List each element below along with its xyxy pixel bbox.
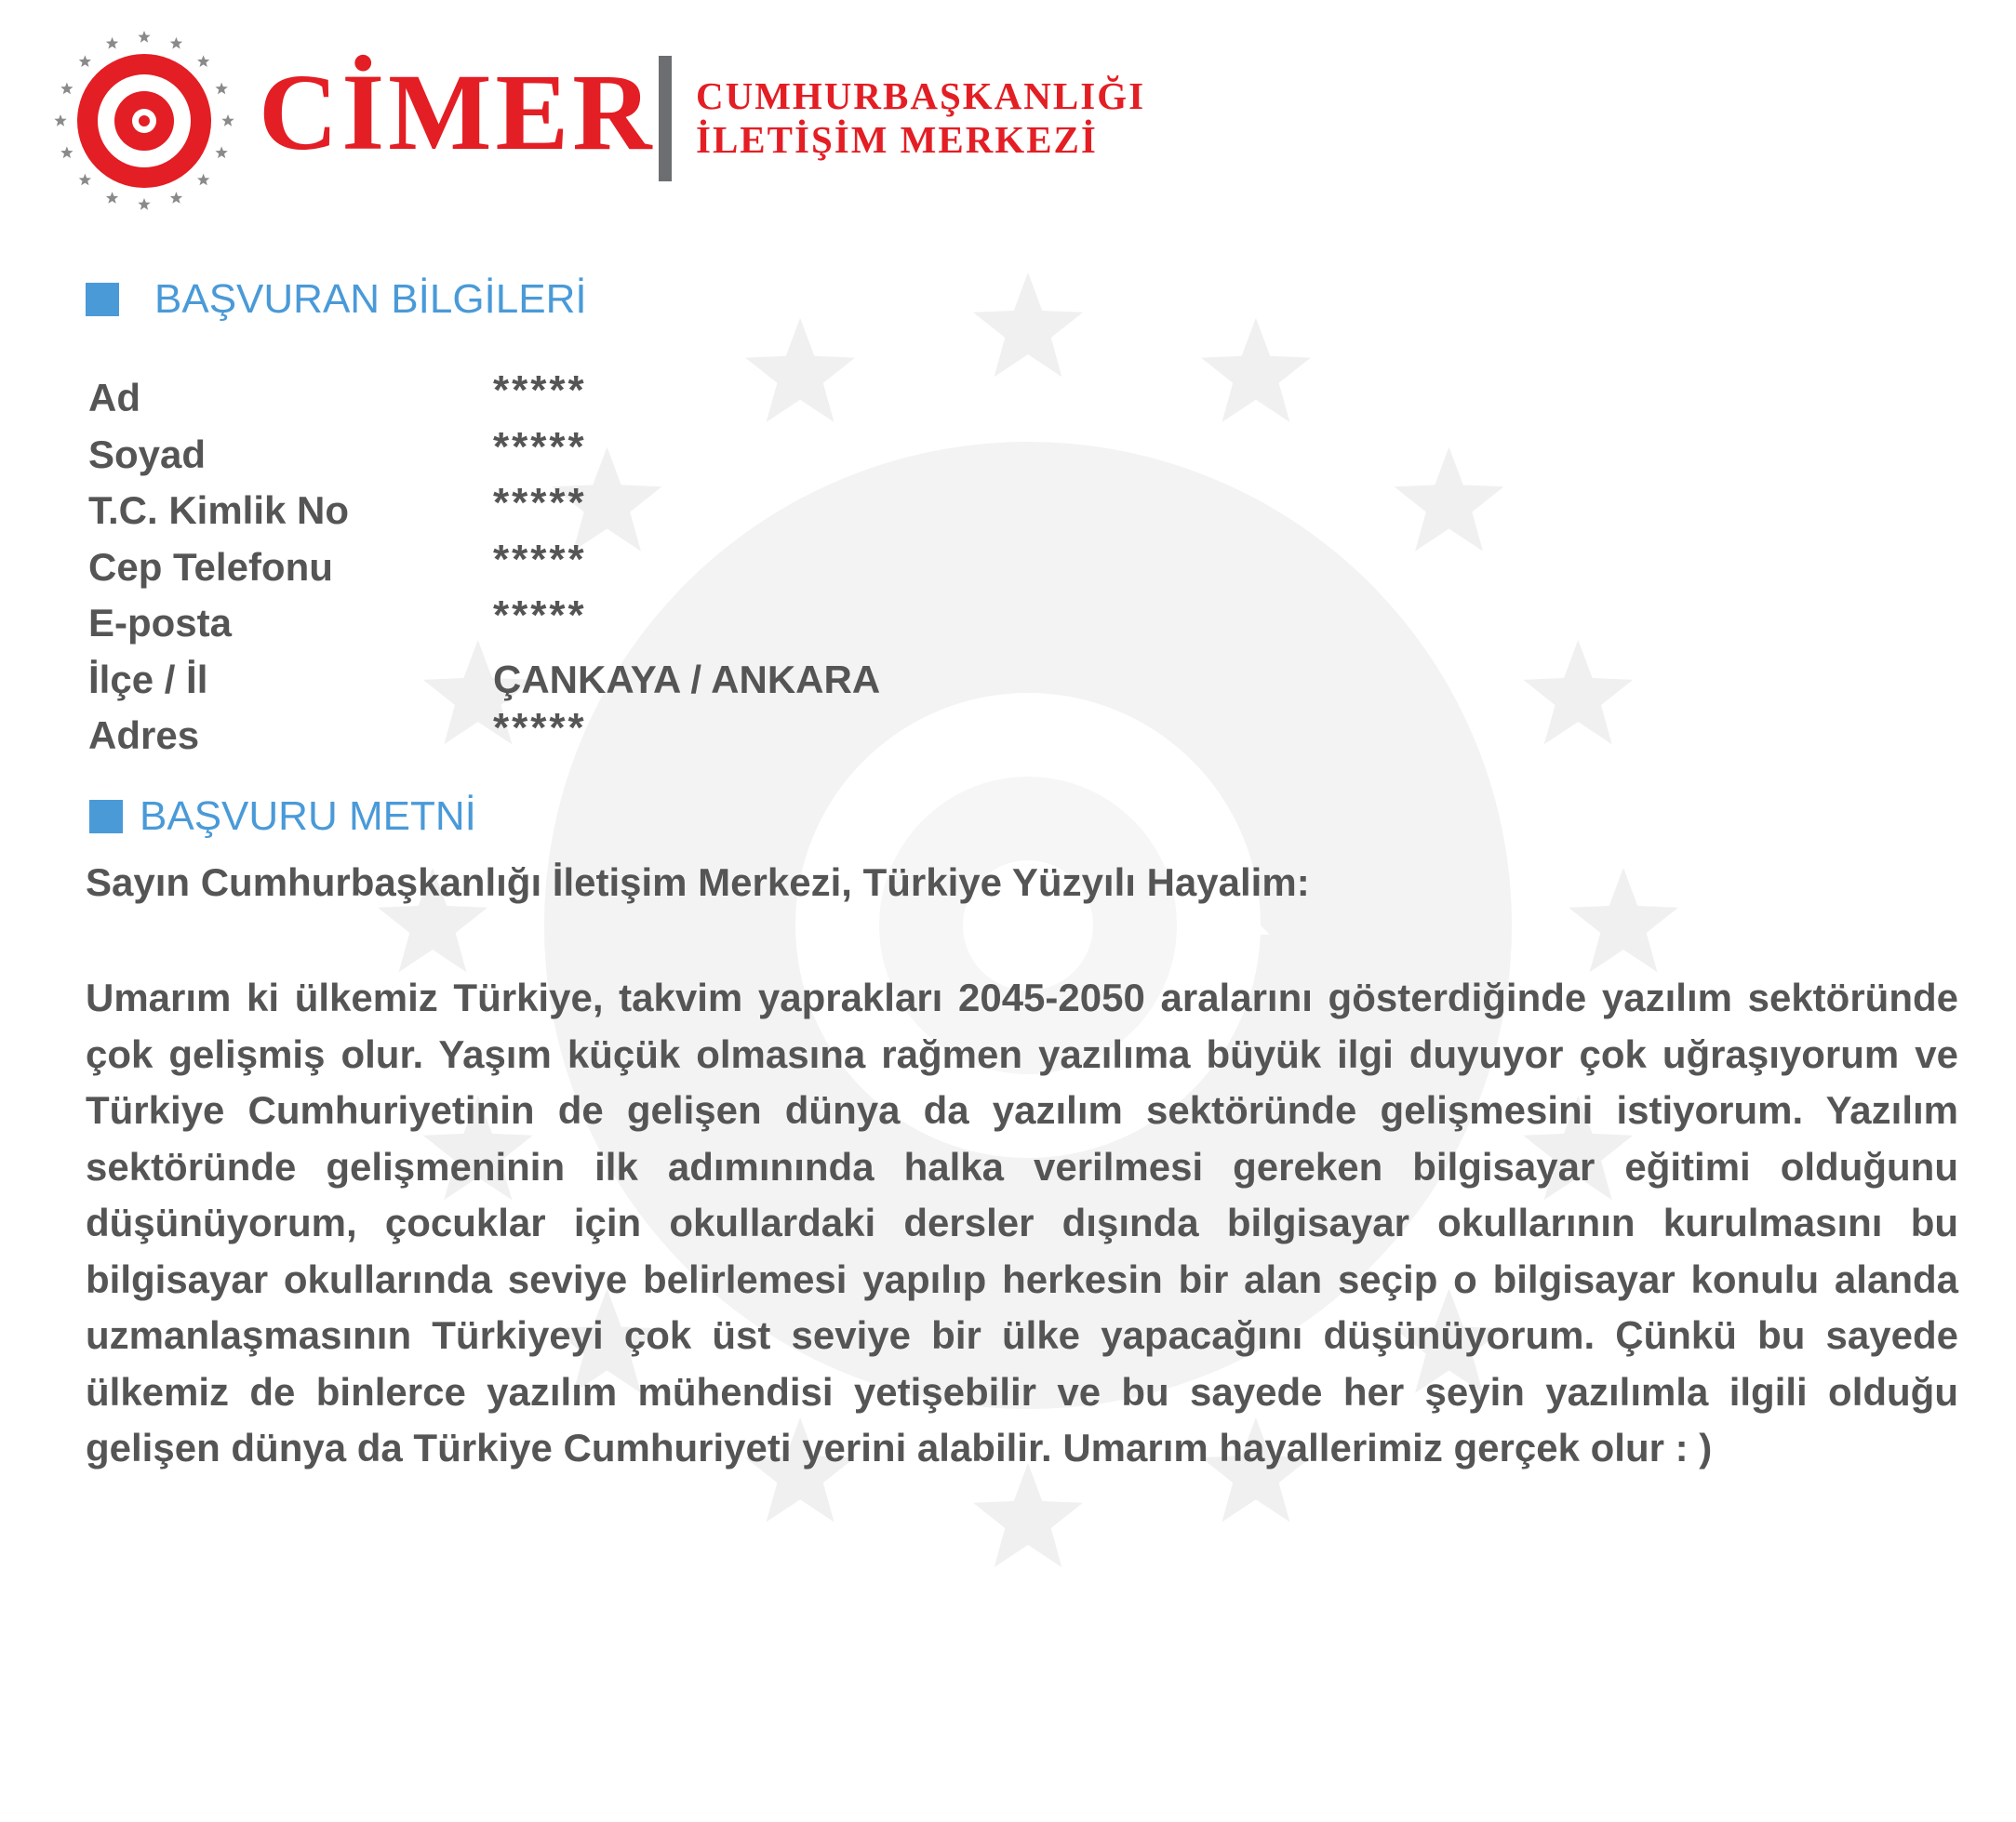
logo-subtitle bbox=[696, 74, 1145, 162]
info-label: Soyad bbox=[88, 432, 207, 476]
application-section-title: BAŞVURU METNİ bbox=[140, 793, 476, 839]
star-icon bbox=[197, 55, 209, 67]
info-row-e-posta bbox=[88, 592, 1019, 652]
info-row-ad bbox=[88, 367, 1019, 427]
logo-divider bbox=[659, 56, 672, 181]
info-value: ***** bbox=[493, 367, 587, 414]
applicant-section-title: BAŞVURAN BİLGİLERİ bbox=[154, 276, 587, 322]
star-icon bbox=[216, 83, 228, 95]
info-label: T.C. Kimlik No bbox=[88, 488, 350, 533]
star-icon bbox=[106, 192, 118, 204]
application-section-header bbox=[89, 793, 476, 840]
info-row-cep-telefonu bbox=[88, 536, 1019, 596]
info-value: ***** bbox=[493, 705, 587, 751]
applicant-section-header bbox=[86, 276, 587, 323]
info-value: ÇANKAYA / ANKARA bbox=[493, 657, 881, 701]
info-row-tc-kimlik bbox=[88, 480, 1019, 539]
info-value: ***** bbox=[493, 592, 587, 639]
info-label: İlçe / İl bbox=[88, 657, 208, 701]
info-label: E-posta bbox=[88, 601, 233, 645]
star-icon bbox=[170, 37, 182, 49]
application-greeting: Sayın Cumhurbaşkanlığı İletişim Merkezi, Türkiye Yüzyılı Hayalim: bbox=[86, 860, 1310, 904]
info-label: Cep Telefonu bbox=[88, 544, 333, 589]
square-marker-icon bbox=[86, 283, 119, 316]
cimer-emblem-icon bbox=[51, 28, 237, 214]
info-value: ***** bbox=[493, 480, 587, 526]
star-icon bbox=[138, 198, 150, 210]
star-icon bbox=[79, 174, 91, 186]
info-value: ***** bbox=[493, 423, 587, 470]
info-row-ilce-il bbox=[88, 652, 1019, 709]
applicant-info-table bbox=[88, 367, 1019, 765]
star-icon bbox=[54, 114, 66, 126]
logo-wordmark: CİMER bbox=[259, 51, 656, 173]
info-value: ***** bbox=[493, 536, 587, 582]
star-icon bbox=[216, 146, 228, 158]
info-row-adres bbox=[88, 705, 1019, 765]
star-icon bbox=[197, 174, 209, 186]
star-icon bbox=[106, 37, 118, 49]
logo-subtitle-line1: CUMHURBAŞKANLIĞI bbox=[696, 74, 1146, 117]
application-body-text: Umarım ki ülkemiz Türkiye, takvim yaprakları 2045-2050 aralarını gösterdiğinde yazılım sektöründe çok gelişmiş olur. Yaşım küçük olmasına rağmen yazılıma büyük ilgi duyuyor çok uğraşıyorum ve Türkiye Cumhuriyetinin de gelişen dünya da yazılım sektöründe gelişmesini istiyorum. Yazılım sektöründe gelişmeninin ilk adımınında halka verilmesi gereken bilgisayar eğitimi olduğunu düşünüyorum, çocuklar için okullardaki dersler dışında bilgisayar okullarının kurulmasını bu bilgisayar okullarında seviye belirlemesi yapılıp herkesin bir alan seçip o bilgisayar konulu alanda uzmanlaşmasının Türkiyeyi çok üst seviye bir ülke yapacağını düşünüyorum. Çünkü bu sayede ülkemiz de binlerce yazılım mühendisi yetişebilir ve bu sayede her şeyin yazılımla ilgili olduğu gelişen dünya da Türkiye Cumhuriyeti yerini alabilir. Umarım hayallerimiz gerçek olur : ) bbox=[86, 976, 1958, 1470]
star-icon bbox=[221, 114, 234, 126]
star-icon bbox=[60, 83, 73, 95]
star-icon bbox=[60, 146, 73, 158]
star-icon bbox=[170, 192, 182, 204]
info-label: Adres bbox=[88, 713, 200, 758]
logo-subtitle-line2: İLETİŞİM MERKEZİ bbox=[696, 118, 1098, 161]
info-row-soyad bbox=[88, 423, 1019, 484]
info-label: Ad bbox=[88, 376, 140, 420]
star-icon bbox=[138, 31, 150, 43]
square-marker-icon bbox=[89, 800, 123, 833]
star-icon bbox=[79, 55, 91, 67]
